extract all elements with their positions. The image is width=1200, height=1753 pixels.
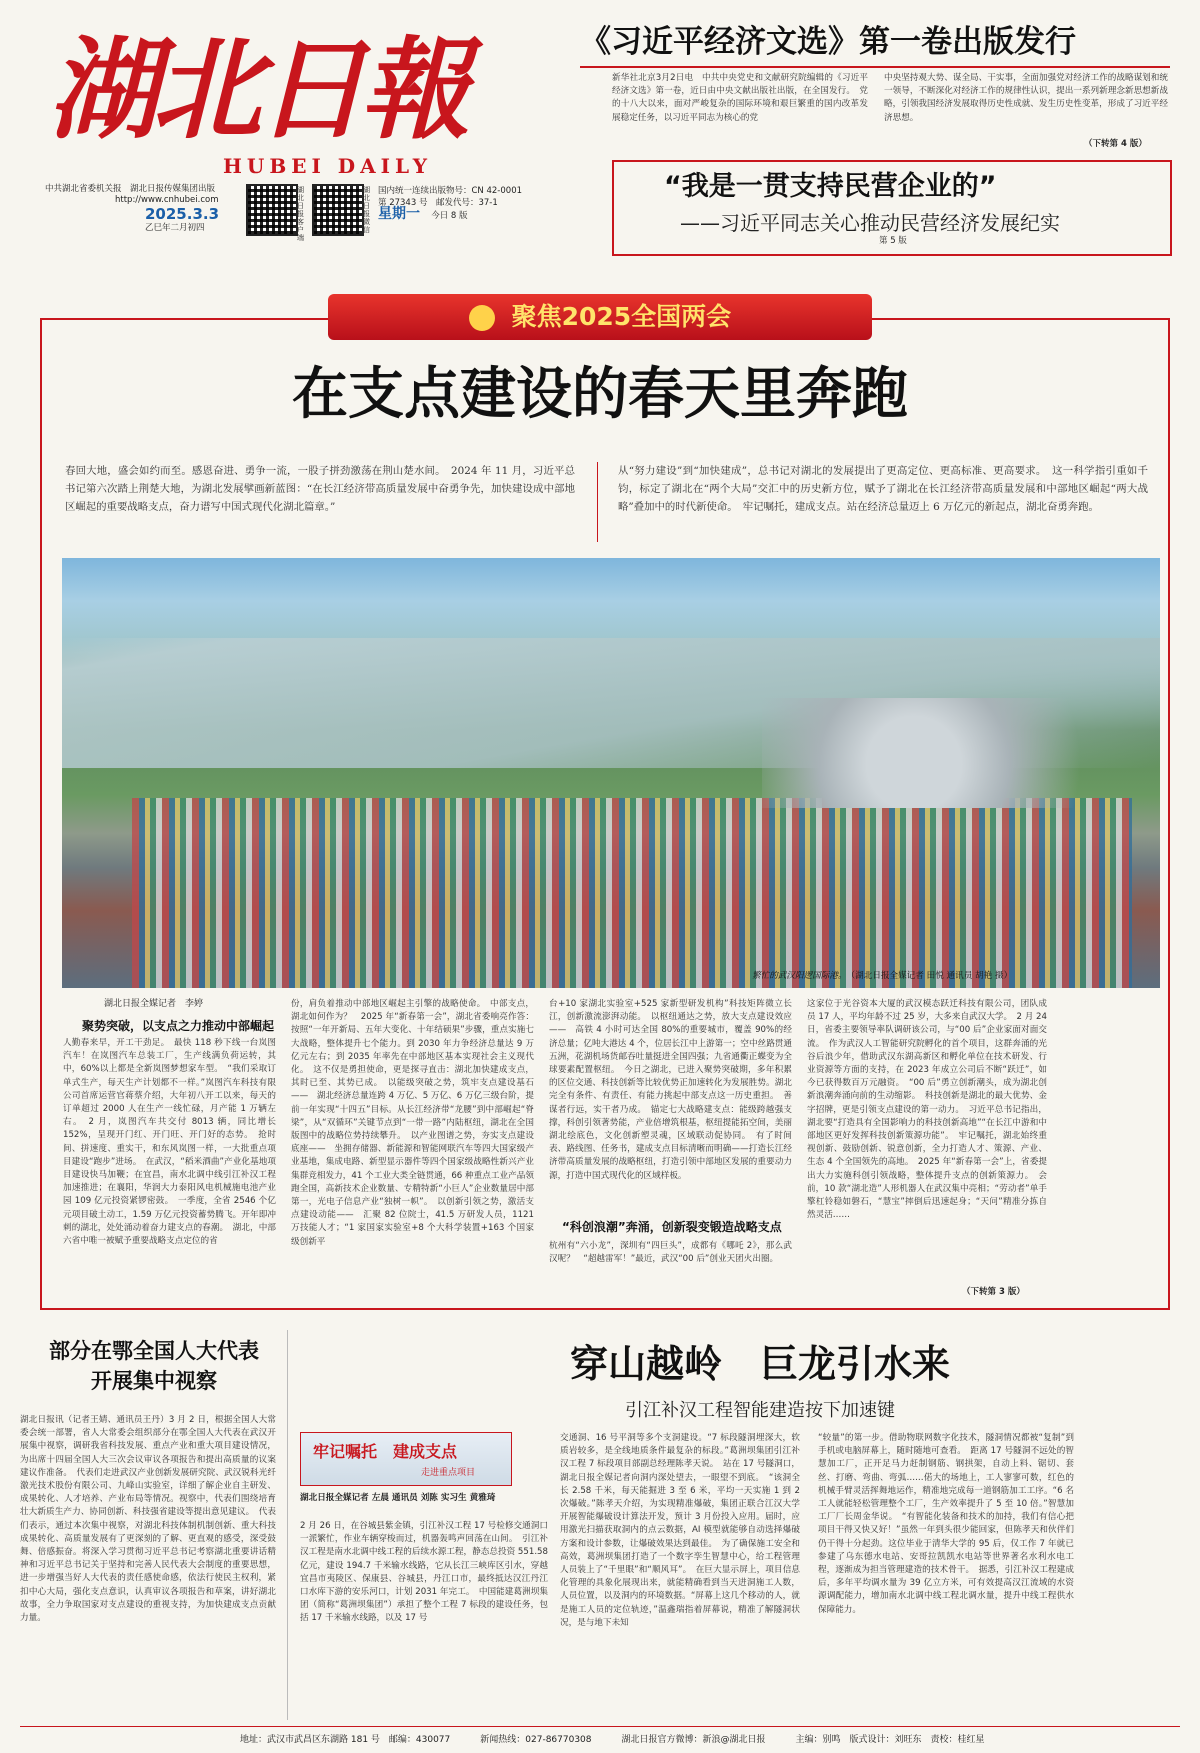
masthead-info <box>45 184 245 234</box>
cn-number: 国内统一连续出版物号：CN 42-0001 <box>378 186 523 196</box>
lunar-date: 乙巳年二月初四 <box>145 223 205 233</box>
org-line <box>45 184 245 195</box>
lead-subhead-2: “科创浪潮”奔涌，创新裂变锻造战略支点 <box>562 1220 782 1234</box>
lead-column-1: 人勤春来早，开工干劲足。 最快 118 秒下线一台岚图汽车！在岚图汽车总装工厂，生产线满负荷运转，其中，60%以上都是全新岚图梦想家车型。 “我们采取订单式生产，每天生产计划都不一样。”岚图汽车科技有限公司首席运营官蒋蔡介绍，大年初八开工以来，每天的订单超过 2000 人在生产一线忙碌，月产能 1 万辆左右。 2 月，岚图汽车共交付 8013 辆，同比增长 152%，呈现开门红、开门旺、开门好的态势。 抢时间、拼速度、重实干，和东风岚图一样，一大批重点项目建设“跑步”进场。 在武汉，“稻米酒曲”产业化基地项目建设快马加鞭；在宜昌，南水北调中线引江补汉工程加速推进；在襄阳，华润大力泰阳风电机械施电池产业园 109 亿元投资紧锣密鼓。 一季度，全省 2546 个亿元项目破土动工，1.59 万亿元投资蓄势腾飞。开年即冲刺的湖北，处处涌动着奋力建支点的春潮。 湖北，中部六省中唯一被赋予重要战略支点定位的省 <box>63 1038 276 1247</box>
top-story-jump[interactable]: （下转第 4 版） <box>1084 139 1147 149</box>
footer-editor: 主编：别鸣 版式设计：刘旺东 责校：桂红星 <box>795 1735 985 1745</box>
second-story-box[interactable] <box>612 160 1172 256</box>
emblem-icon <box>469 305 495 331</box>
water-project-column-1: 2 月 26 日，在谷城县紫金镇，引江补汉工程 17 号检修交通洞口一派繁忙，作业车辆穿梭而过，机器轰鸣声回荡在山间。 引江补汉工程是南水北调中线工程的后续水源工程，静态总投资 551.58 亿元，建设 194.7 千米输水线路，它从长江三峡库区引水，穿越宜昌市夷陵区、保康县、谷城县，丹江口市，最终抵达汉江丹江口水库下游的安乐河口，计划 2031 年完工。 中国能建葛洲坝集团（简称“葛洲坝集团”）承担了整个工程 7 标段的建设任务，包括 17 千米输水线路，以及 17 号 <box>300 1521 548 1624</box>
second-story-title: “我是一贯支持民营企业的” <box>664 171 997 202</box>
issue-number: 第 27343 号 邮发代号：37-1 <box>378 197 498 208</box>
publisher-name: 湖北日报传媒集团出版 <box>130 184 216 194</box>
lead-title[interactable]: 在支点建设的春天里奔跑 <box>292 362 908 427</box>
second-story-page: 第 5 版 <box>879 236 907 246</box>
qr-app-label: 湖北日报客户端 <box>297 186 304 242</box>
photo-caption: 繁忙的武汉阳逻国际港。 <box>752 971 843 981</box>
lead-intro-left: 春回大地，盛会如约而至。感恩奋进、勇争一流，一股子拼劲激荡在荆山楚水间。 2024 年 11 月，习近平总书记第六次踏上荆楚大地，为湖北发展擘画新蓝图：“在长江经济带高质量发展中奋勇争先，加快建设成中部地区崛起的重要战略支点，奋力谱写中国式现代化湖北篇章。” <box>65 465 575 513</box>
banner-label: 聚焦2025全国两会 <box>511 302 732 331</box>
photo-caption-row <box>752 970 1152 983</box>
series-tag <box>300 1432 512 1486</box>
lead-byline: 湖北日报全媒记者 李婷 <box>104 999 204 1009</box>
issue-date: 2025.3.3 <box>145 205 220 223</box>
org-name: 中共湖北省委机关报 <box>45 184 122 194</box>
npc-title-line-2: 开展集中视察 <box>91 1369 217 1393</box>
top-story-body-right: 中央坚持观大势、谋全局、干实事，全面加强党对经济工作的战略谋划和统一领导，不断深化对经济工作的规律性认识，提出一系列新理念新思想新战略，引领我国经济发展取得历史性成就、发生历史性变革，形成了习近平经济思想。 <box>884 73 1168 123</box>
publication-info <box>378 186 548 223</box>
water-project-subtitle: 引江补汉工程智能建造按下加速键 <box>625 1400 895 1421</box>
container-yard <box>132 798 1132 988</box>
bottom-column-divider <box>287 1330 288 1720</box>
footer <box>240 1732 1190 1745</box>
top-story-title[interactable]: 《习近平经济文选》第一卷出版发行 <box>580 24 1076 60</box>
weekday: 星期一 <box>378 206 420 222</box>
top-story-rule <box>580 66 1170 68</box>
lead-column-4: 这家位于光谷资本大厦的武汉模态跃迁科技有限公司，团队成员 17 人，平均年龄不过 25 岁，大多来自武汉大学。 2 月 24 日，省委主要领导率队调研该公司，与“00 后”企业家面对面交流。 作为武汉人工智能研究院孵化的首个项目，这群奔涌的光谷后浪少年，借助武汉东湖高新区和孵化单位在技术研发、行业资源等方面的支持，在 2023 年成立公司后不断“跃迁”，如今已获得数百万元融资。 “00 后”勇立创新潮头，成为湖北创新浪潮奔涌向前的生动缩影。 科技创新是湖北的最大优势、金字招牌，更是引领支点建设的第一动力。 习近平总书记指出，湖北要“打造具有全国影响力的科技创新高地”“在长江中游和中部地区更好发挥科技创新策源功能”。 牢记嘱托，湖北始终重视创新、鼓励创新、锐意创新，全力打造人才、策源、产业、生态 4 个全国领先的高地。 2025 年“新春第一会”上，省委提出大力实施科创引领战略，整体提升支点的创新策源力。 会前，10 款“湖北造”人形机器人在武汉集中亮相；“劳动者”单手擎杠铃稳如磐石，“慧宝”摔倒后迅速起身；“天问”精准分拣自然灵活…… <box>807 999 1047 1221</box>
series-tag-line-1: 牢记嘱托 建成支点 <box>313 1442 458 1461</box>
npc-story-body: 湖北日报讯（记者王婧、通讯员王丹）3 月 2 日，根据全国人大常委会统一部署，省人大常委会组织部分在鄂全国人大代表在武汉开展集中视察，调研我省科技发展、重点产业和重大项目建设情况，为出席十四届全国人大三次会议审议各项报告和提出高质量的议案建议作准备。 代表们走进武汉产业创新发展研究院、武汉锐科光纤激光技术股份有限公司、九峰山实验室，详细了解企业自主研发、成果转化、人才培养、产业布局等情况。视察中，代表们围绕培育壮大新质生产力、协同创新、科技强省建设等提出意见建议。 代表们表示，通过本次集中视察，对湖北科技体制机制创新、重大科技成果转化、高质量发展有了更深刻的了解、更直观的感受，深受鼓舞、倍感振奋。将深入学习贯彻习近平总书记考察湖北重要讲话精神和习近平总书记关于坚持和完善人民代表大会制度的重要思想，进一步增强当好人大代表的责任感使命感，依法行使民主权利，紧扣中心大局，强化支点意识，认真审议各项报告和草案，讲好湖北故事，全力争取国家对支点建设的重视支持，为加快建成支点贡献力量。 <box>20 1415 276 1624</box>
water-project-column-3: “较量”的第一步。借助物联网数字化技术，隧洞情况都被“复制”到手机或电脑屏幕上，随时随地可查看。 距离 17 号隧洞不远处的智慧加工厂，正开足马力赶制钢筋、钢拱架，自动上料、锯切、套丝、打磨、弯曲、弯弧……偌大的场地上，工人寥寥可数，红色的机械手臂灵活挥舞地运作，精准地完成每一道钢筋加工工序。“6 名工人就能轻松管理整个工厂，生产效率提升了 5 至 10 倍。”智慧加工厂厂长周金华说。 “有智能化装备和技术的加持，我们有信心把项目干得又快又好！”虽然一年到头很少能回家，但陈孝天和伙伴们仍干得十分起劲。这位毕业于清华大学的 95 后，仅工作 7 年就已参建了乌东德水电站、安哥拉凯凯水电站等世界著名水利水电工程，逐渐成为担当管理建造的技术骨干。 据悉，引江补汉工程建成后，多年平均调水量为 39 亿立方米，可有效提高汉江流域的水资源调配能力，增加南水北调中线工程北调水量，提升中线工程供水保障能力。 <box>818 1433 1074 1615</box>
series-tag-line-2: 走进重点项目 <box>421 1468 476 1478</box>
lead-column-3: 台+10 家湖北实验室+525 家新型研发机构”科技矩阵微立长江，创新激流澎湃动能。 以枢纽通达之势，放大支点建设效应—— 高铁 4 小时可达全国 80%的重要城市，覆盖 90%的经济总量；亿吨大港达 4 个，位居长江中上游第一；空中丝路贯通五洲，花湖机场货邮吞吐量挺进全国四强；九省通衢正蝶变为全球要素配置枢纽。 今日之湖北，已进入聚势突破期，多年积累的区位交通、科技创新等比较优势正加速转化为发展胜势。湖北完全有条件、有责任、有能力挑起中部支点这一历史重担。 善谋者行远，实干者乃成。 锚定七大战略建支点：能级跨越强支撑，科创引领著势能，产业倍增筑根基，枢纽提能拓空间，美丽湖北绘底色，文化创新塑灵魂，区域联动促协同。 有了时间表、路线图、任务书，建成支点目标清晰而明确——打造长江经济带高质量发展的战略枢纽，打造引领中部地区发展的重要动力源，打造中国式现代化的区域样板。 <box>549 999 792 1181</box>
lead-subhead-1: 聚势突破，以支点之力推动中部崛起 <box>82 1019 275 1033</box>
water-project-byline: 湖北日报全媒记者 左晨 通讯员 刘陈 实习生 黄雅琦 <box>300 1493 496 1503</box>
port-aerial-photo <box>62 558 1160 988</box>
lead-column-3-end: 杭州有“六小龙”，深圳有“四巨头”，成都有《哪吒 2》，那么武汉呢？ “超越雷军！”最近，武汉“00 后”创业天团火出圈。 <box>549 1241 792 1265</box>
footer-rule <box>20 1726 1180 1727</box>
footer-hotline: 新闻热线：027-86770308 <box>480 1735 592 1745</box>
npc-story-title[interactable] <box>20 1336 288 1396</box>
top-story-body-left: 新华社北京3月2日电 中共中央党史和文献研究院编辑的《习近平经济文选》第一卷，近日由中央文献出版社出版，在全国发行。 党的十八大以来，面对严峻复杂的国际环境和艰巨繁重的国内改革发展稳定任务，以习近平同志为核心的党 <box>612 73 868 123</box>
lead-jump[interactable]: （下转第 3 版） <box>962 1287 1025 1297</box>
intro-divider <box>597 462 598 542</box>
logo-english: HUBEI DAILY <box>223 154 433 178</box>
logo-text: 湖北日報 <box>48 25 464 154</box>
qr-wechat-label: 湖北日报微信 <box>363 186 370 234</box>
masthead-logo <box>48 25 568 180</box>
lead-column-2: 份，肩负着推动中部地区崛起主引擎的战略使命。 中部支点，湖北如何作为？ 2025 年“新春第一会”，湖北省委响亮作答：按照“一年开新局、五年大变化、十年结硕果”步骤，重点实施七大战略，整体提升七个能力。到 2030 年力争经济总量达 9 万亿元左右；到 2035 年率先在中部地区基本实现社会主义现代化。 这不仅是勇担使命，更是探寻直击：湖北加快建成支点，其时已至、其势已成。 以能级突破之势，筑牢支点建设基石—— 湖北经济总量连跨 4 万亿、5 万亿、6 万亿三级台阶，提前一年实现“十四五”目标。从长江经济带“龙腰”到中部崛起“脊梁”，从“双循环”关键节点到“一带一路”内陆枢纽，湖北在全国版图中的战略位势持续攀升。 以产业图谱之势，夯实支点建设底座—— 坐拥存储器、新能源和智能网联汽车等四大国家级产业基地，集成电路、新型显示器件等四个国家级战略性新兴产业集群竞相发力，41 个工业大类全链贯通，66 种重点工业产品领跑全国，高新技术企业数量、专精特新“小巨人”企业数量居中部第一，光电子信息产业“独树一帜”。 以创新引领之势，激活支点建设动能—— 汇聚 82 位院士，41.5 万研发人员，1121 万技能人才；“1 家国家实验室+8 个大科学装置+163 个国家级创新平 <box>291 999 534 1247</box>
industrial-tanks <box>762 698 1142 808</box>
second-story-subtitle: ——习近平同志关心推动民营经济发展纪实 <box>680 211 1060 235</box>
water-project-column-2: 交通洞、16 号平洞等多个支洞建设。“7 标段隧洞埋深大，软质岩较多，是全线地质条件最复杂的标段。”葛洲坝集团引江补汉工程 7 标段项目部副总经理陈孝天说。 站在 17 号隧洞口，湖北日报全媒记者向洞内深处望去，一眼望不到底。 “该洞全长 2.58 千米，每天能掘进 3 至 6 米，平均一天实施 1 到 2 次爆破。”陈孝天介绍，为实现精准爆破，集团正联合江汉大学开展智能爆破设计算法开发，预计 3 月份投入应用。届时，应用激光扫描获取洞内的点云数据，AI 模型就能够自动选择爆破方案和设计参数，让爆破效果达到最佳。 为了确保施工安全和高效，葛洲坝集团打造了一个数字孪生智慧中心，给工程管理人员装上了“千里眼”和“顺风耳”。 在巨大显示屏上，项目信息化管理的具象化展现出来，就能精确看到当天进洞施工人数，人员位置，以及洞内的环境数据。“屏幕上这几个移动的人，就是施工人员的定位轨迹，”温鑫瑞指着屏幕说，精准了解隧洞状况，是与地下未知 <box>560 1433 800 1628</box>
footer-address: 地址：武汉市武昌区东湖路 181 号 邮编：430077 <box>240 1735 451 1745</box>
qr-code-wechat-icon[interactable] <box>312 184 364 236</box>
photo-credit: （湖北日报全媒记者 田悦 通讯员 胡艳 摄） <box>850 971 1013 981</box>
lead-intro-right: 从“努力建设”到“加快建成”，总书记对湖北的发展提出了更高定位、更高标准、更高要求。 这一科学指引重如千钧，标定了湖北在“两个大局”交汇中的历史新方位，赋予了湖北在长江经济带高质量发展和中部地区崛起“两大战略”叠加中的时代新使命。 牢记嘱托，建成支点。站在经济总量迈上 6 万亿元的新起点，湖北奋勇奔跑。 <box>618 465 1148 513</box>
npc-title-line-1: 部分在鄂全国人大代表 <box>49 1339 259 1363</box>
two-sessions-banner <box>328 294 872 340</box>
qr-code-app-icon[interactable] <box>246 184 298 236</box>
water-project-title[interactable]: 穿山越岭 巨龙引水来 <box>569 1342 950 1386</box>
site-url[interactable]: http://www.cnhubei.com <box>115 195 219 205</box>
footer-weibo[interactable]: 湖北日报官方微博：新浪@湖北日报 <box>621 1735 766 1745</box>
page-count: 今日 8 版 <box>431 211 468 221</box>
